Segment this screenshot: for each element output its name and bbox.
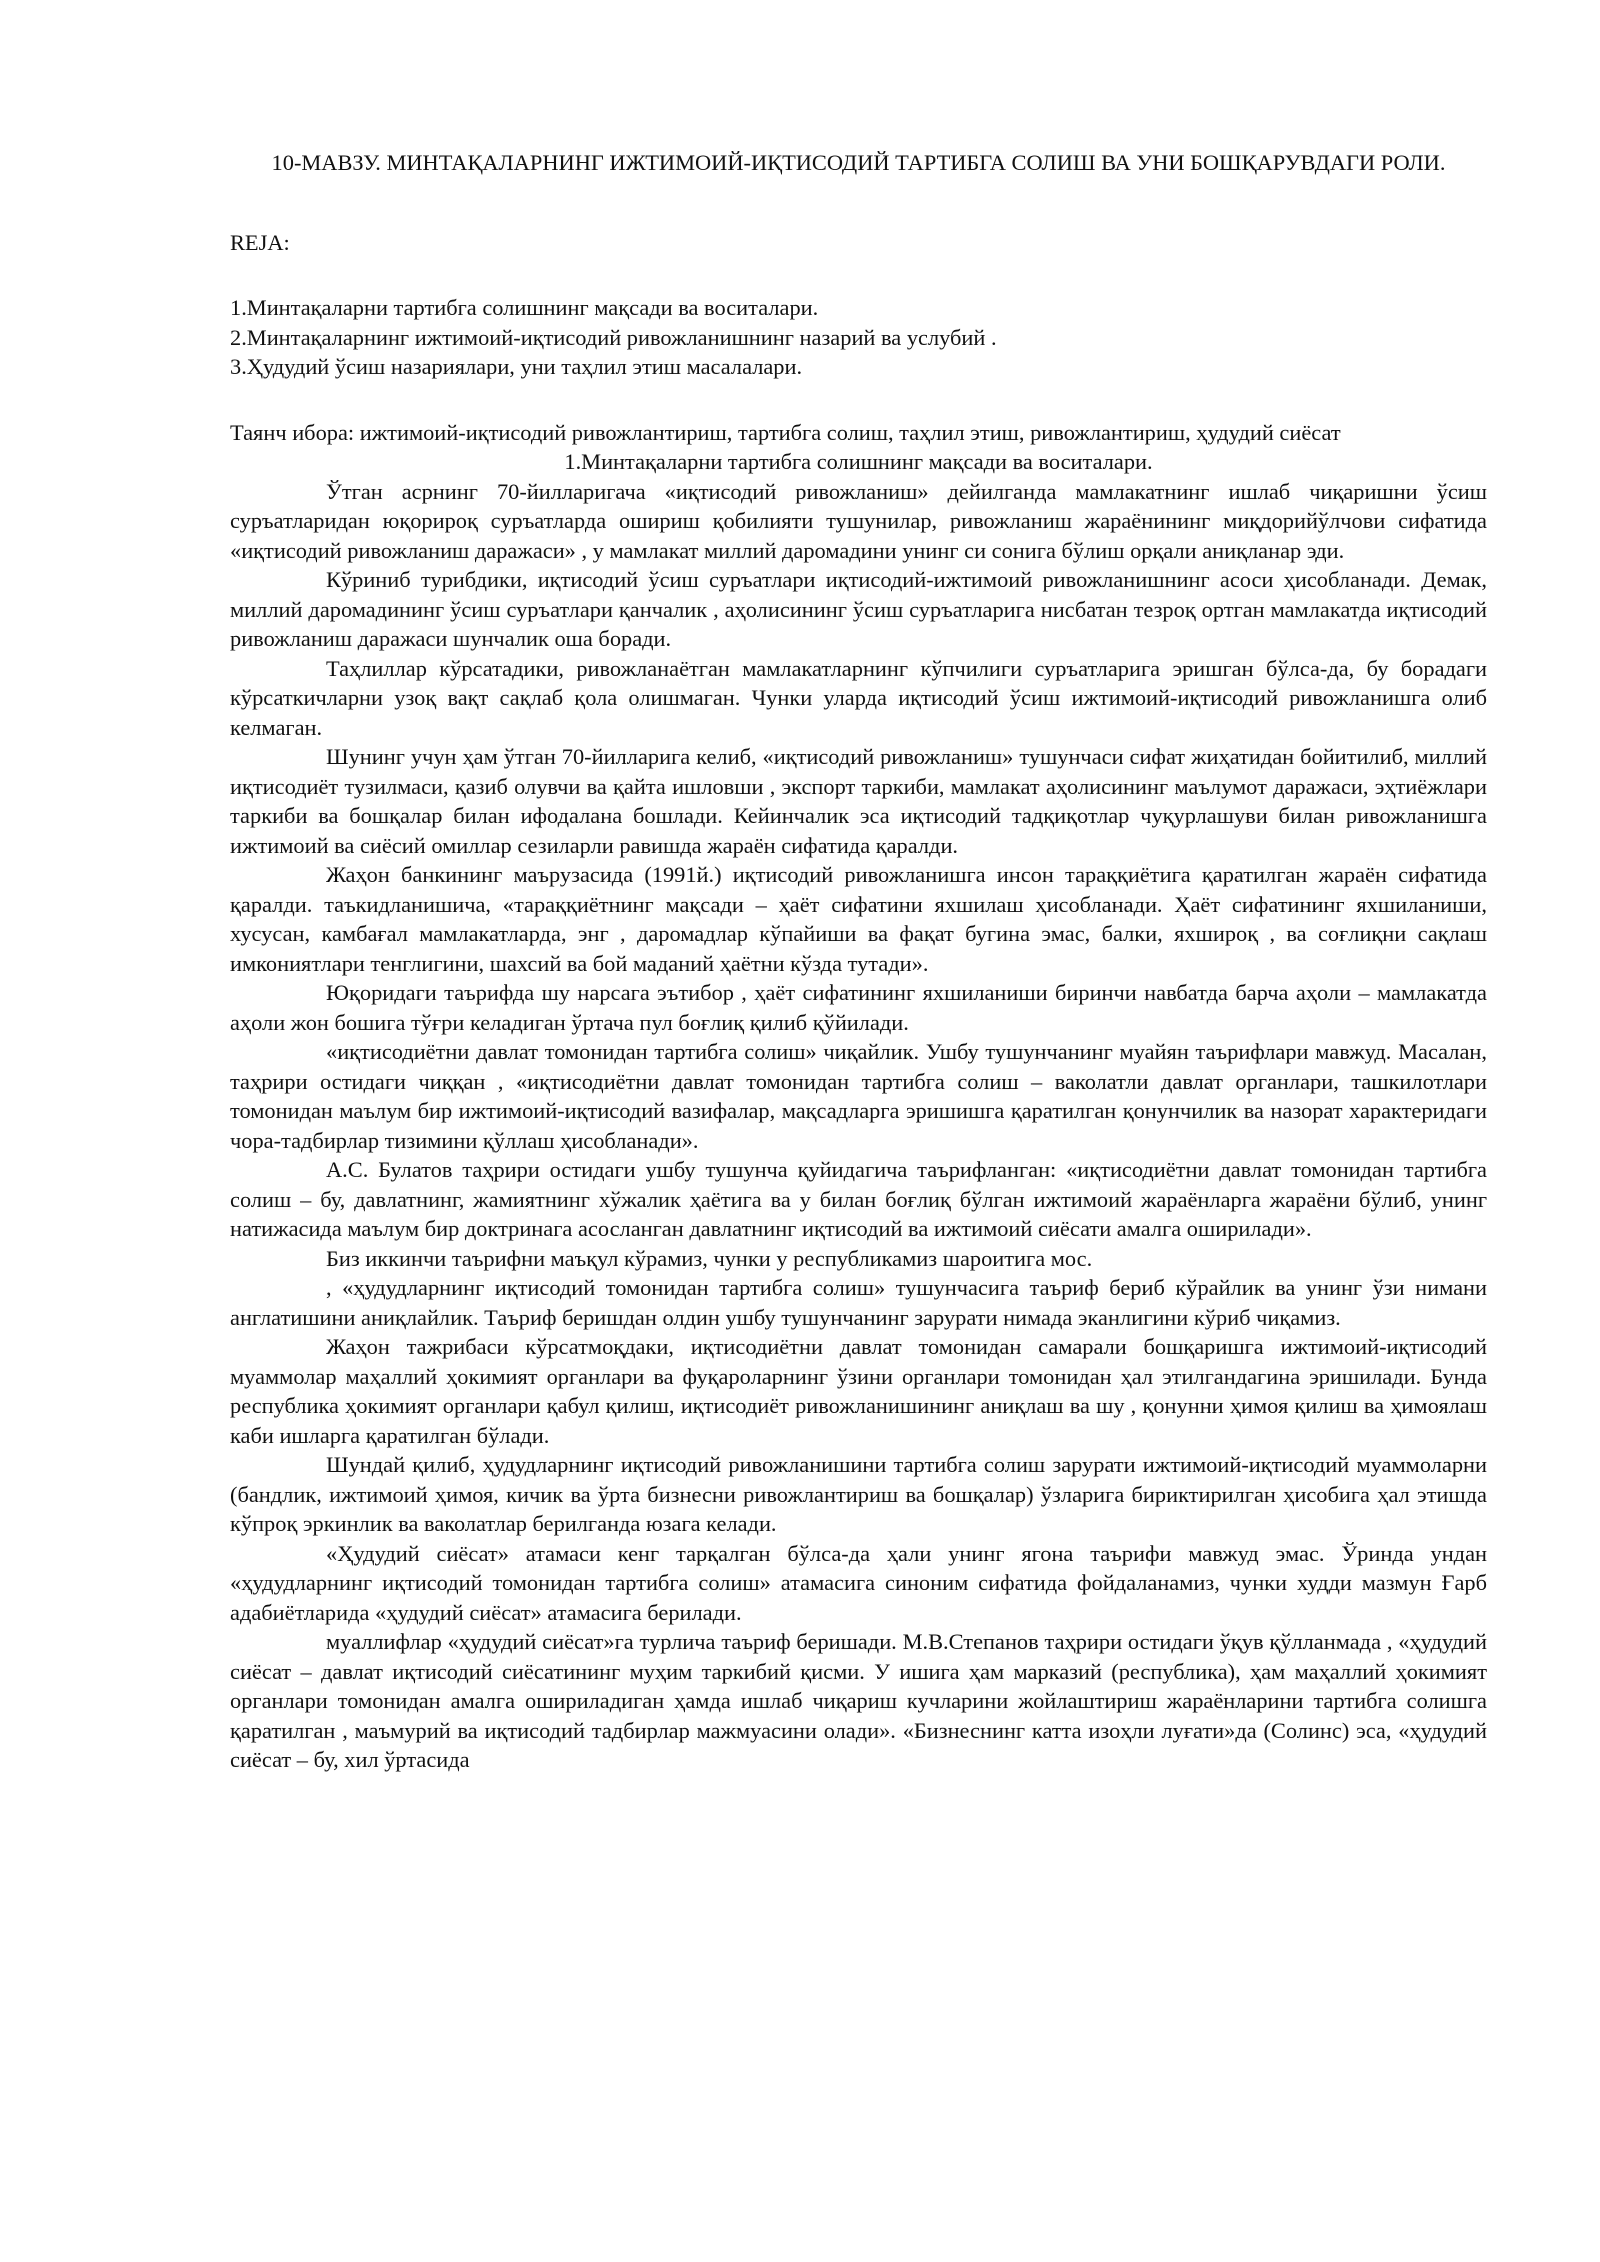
paragraph: Юқоридаги таърифда шу нарсага эътибор , ҳаёт сифатининг яхшиланиши биринчи навбатда барча аҳоли – мамлакатда аҳоли жон бошига тўғри келадиган ўртача пул боғлиқ қилиб қўйилади.	[230, 980, 1487, 1035]
paragraph: «иқтисодиётни давлат томонидан тартибга солиш» чиқайлик. Ушбу тушунчанинг муайян таърифлари мавжуд. Масалан, таҳрири остидаги чиққан , «иқтисодиётни давлат томонидан тартибга солиш – ваколатли давлат органлари, ташкилотлари томонидан маълум бир ижтимоий-иқтисодий вазифалар, мақсадларга эришишга қаратилган қонунчилик ва назорат характеридаги чора-тадбирлар тизимини қўллаш ҳисобланади».	[230, 1039, 1487, 1153]
keywords-line: Таянч ибора: ижтимоий-иқтисодий ривожлантириш, тартибга солиш, таҳлил этиш, ривожлантириш, ҳудудий сиёсат	[230, 419, 1341, 445]
paragraph: муаллифлар «ҳудудий сиёсат»га турлича таъриф беришади. М.В.Степанов таҳрири остидаги ўқув қўлланмада , «ҳудудий сиёсат – давлат иқтисодий сиёсатининг муҳим таркибий қисми. У ишига ҳам марказий (республика), ҳам маҳаллий ҳокимият органлари томонидан амалга ошириладиган ҳамда ишлаб чиқариш кучларини жойлаштириш жараёнларини тартибга солишга қаратилган , маъмурий ва иқтисодий тадбирлар мажмуасини олади». «Бизнеснинг катта изоҳли луғати»да (Солинс) эса, «ҳудудий сиёсат – бу, хил ўртасида	[230, 1629, 1487, 1772]
plan-list	[230, 293, 1487, 382]
paragraph: А.С. Булатов таҳрири остидаги ушбу тушунча қуйидагича таърифланган: «иқтисодиётни давлат томонидан тартибга солиш – бу, давлатнинг, жамиятнинг хўжалик ҳаётига ва у билан боғлиқ бўлган ижтимоий жараёнларга жараёни бўлиб, унинг натижасида маълум бир доктринага асосланган давлатнинг иқтисодий ва ижтимоий сиёсати амалга оширилади».	[230, 1157, 1487, 1241]
paragraph: Шундай қилиб, ҳудудларнинг иқтисодий ривожланишини тартибга солиш зарурати ижтимоий-иқтисодий муаммоларни (бандлик, ижтимоий ҳимоя, кичик ва ўрта бизнесни ривожлантириш ва бошқалар) ўзларига бириктирилган ҳисобига ҳал этишда кўпроқ эркинлик ва ваколатлар берилганда юзага келади.	[230, 1452, 1487, 1536]
paragraph: Биз иккинчи таърифни маъқул кўрамиз, чунки у республикамиз шароитига мос.	[326, 1245, 1093, 1271]
document-page	[230, 148, 1487, 1775]
paragraph: Ўтган асрнинг 70-йилларигача «иқтисодий ривожланиш» дейилганда мамлакатнинг ишлаб чиқаришни ўсиш суръатларидан юқорироқ суръатларда ошириш қобилияти тушунилар, ривожланиш жараёнининг миқдорийўлчови сифатида «иқтисодий ривожланиш даражаси» , у мамлакат миллий даромадини унинг си сонига бўлиш орқали аниқланар эди.	[230, 478, 1487, 563]
plan-item: 1.Минтақаларни тартибга солишнинг мақсади ва воситалари.	[230, 295, 819, 320]
paragraph: Жаҳон банкининг маърузасида (1991й.) иқтисодий ривожланишга инсон тараққиётига қаратилган жараён сифатида қаралди. таъкидланишича, «тараққиётнинг мақсади – ҳаёт сифатини яхшилаш ҳисобланади. Ҳаёт сифатининг яхшиланиши, хусусан, камбағал мамлакатларда, энг , даромадлар кўпайиши ва фақат бугина эмас, балки, яхшироқ , ва соғлиқни сақлаш имкониятлари тенглигини, шахсий ва бой маданий ҳаётни кўзда тутади».	[230, 862, 1487, 976]
document-title: 10-МАВЗУ. МИНТАҚАЛАРНИНГ ИЖТИМОИЙ-ИҚТИСОДИЙ ТАРТИБГА СОЛИШ ВА УНИ БОШҚАРУВДАГИ РОЛИ.	[271, 150, 1446, 175]
paragraph: Жаҳон тажрибаси кўрсатмоқдаки, иқтисодиётни давлат томонидан самарали бошқаришга ижтимоий-иқтисодий муаммолар маҳаллий ҳокимият органлари ва фуқароларнинг ўзини органлари томонидан ҳал этилгандагина эришилади. Бунда республика ҳокимият органлари қабул қилиш, иқтисодиёт ривожланишининг аниқлаш ва шу , қонунни ҳимоя қилиш ва ҳимоялаш каби ишларга қаратилган бўлади.	[230, 1334, 1487, 1448]
plan-item: 2.Минтақаларнинг ижтимоий-иқтисодий ривожланишнинг назарий ва услубий .	[230, 324, 997, 350]
paragraph: Шунинг учун ҳам ўтган 70-йилларига келиб, «иқтисодий ривожланиш» тушунчаси сифат жиҳатидан бойитилиб, миллий иқтисодиёт тузилмаси, қазиб олувчи ва қайта ишловши , экспорт таркиби, мамлакат аҳолисининг маълумот даражаси, эҳтиёжлари таркиби ва бошқалар билан ифодалана бошлади. Кейинчалик эса иқтисодий тадқиқотлар чуқурлашуви билан ривожланишга ижтимоий ва сиёсий омиллар сезиларли равишда жараён сифатида қаралди.	[230, 744, 1487, 858]
plan-label: REJA:	[230, 229, 290, 255]
plan-item: 3.Ҳудудий ўсиш назариялари, уни таҳлил этиш масалалари.	[230, 354, 803, 379]
paragraph: Кўриниб турибдики, иқтисодий ўсиш суръатлари иқтисодий-ижтимоий ривожланишнинг асоси ҳисобланади. Демак, миллий даромадининг ўсиш суръатлари қанчалик , аҳолисининг ўсиш суръатларига нисбатан тезроқ ортган мамлакатда иқтисодий ривожланиш даражаси шунчалик оша боради.	[230, 567, 1487, 651]
paragraph: Таҳлиллар кўрсатадики, ривожланаётган мамлакатларнинг кўпчилиги суръатларига эришган бўлса-да, бу борадаги кўрсаткичларни узоқ вақт сақлаб қола олишмаган. Чунки уларда иқтисодий ўсиш ижтимоий-иқтисодий ривожланишга олиб келмаган.	[230, 655, 1487, 740]
section-heading: 1.Минтақаларни тартибга солишнинг мақсади ва воситалари.	[564, 449, 1153, 474]
paragraph: , «ҳудудларнинг иқтисодий томонидан тартибга солиш» тушунчасига таъриф бериб кўрайлик ва унинг ўзи нимани англатишини аниқлайлик. Таъриф беришдан олдин ушбу тушунчанинг зарурати нимада эканлигини кўриб чиқамиз.	[230, 1275, 1487, 1330]
paragraph: «Ҳудудий сиёсат» атамаси кенг тарқалган бўлса-да ҳали унинг ягона таърифи мавжуд эмас. Ўринда ундан «ҳудудларнинг иқтисодий томонидан тартибга солиш» атамасига синоним сифатида фойдаланамиз, чунки худди мазмун Ғарб адабиётларида «ҳудудий сиёсат» атамасига берилади.	[230, 1540, 1487, 1625]
body-text	[230, 477, 1487, 1775]
